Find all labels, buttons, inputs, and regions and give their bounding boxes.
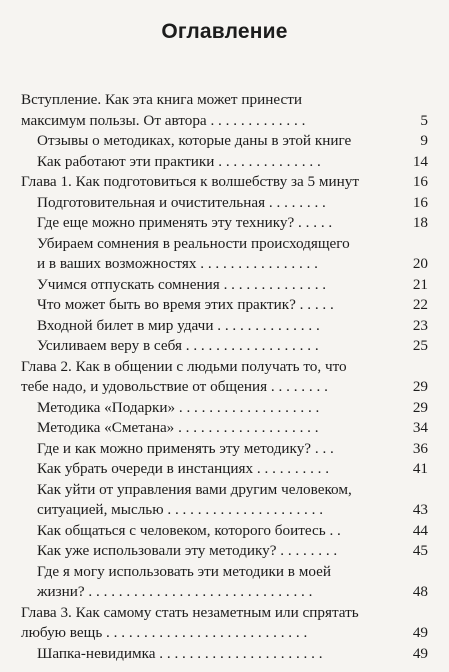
toc-entry-text: Методика «Подарки» . . . . . . . . . . . . . . . . . . . [37,398,320,416]
toc-entry-text: Глава 3. Как самому стать незаметным или спрятать [21,603,359,621]
toc-entry-text: максимум пользы. От автора . . . . . . . . . . . . . [21,111,306,129]
toc-page-number: 34 [412,419,428,436]
toc-entry-text: Усиливаем веру в себя . . . . . . . . . . . . . . . . . . [37,337,319,354]
toc-section-entry [0,521,449,542]
toc-entry-text: Входной билет в мир удачи . . . . . . . . . . . . . . [37,316,320,334]
toc-page-number: 29 [412,398,428,416]
toc-page-number: 43 [412,501,428,518]
toc-section-entry [0,131,449,152]
table-of-contents [0,90,449,664]
toc-entry-text: Шапка-невидимка . . . . . . . . . . . . . . . . . . . . . . [37,644,323,662]
toc-entry-text: Что может быть во время этих практик? . . . . . [37,296,334,313]
toc-page-number: 29 [412,378,428,395]
toc-entry-text: жизни? . . . . . . . . . . . . . . . . . . . . . . . . . . . . . . [37,583,313,600]
toc-entry-text: Методика «Сметана» . . . . . . . . . . . . . . . . . . . [37,419,319,436]
toc-entry-text: Подготовительная и очистительная . . . . . . . . [37,193,326,211]
toc-page-number: 5 [420,111,428,129]
toc-page-number: 22 [412,296,428,313]
toc-chapter-entry [0,603,449,644]
toc-entry-text: Глава 1. Как подготовиться к волшебству за 5 минут [21,173,359,190]
toc-page-number: 20 [412,255,428,272]
toc-entry-text: Отзывы о методиках, которые даны в этой книге [37,132,352,149]
toc-section-entry [0,459,449,480]
toc-page-number: 14 [412,152,428,170]
toc-entry-text: Как общаться с человеком, которого боитесь . . [37,521,341,539]
toc-page-number: 49 [412,624,428,641]
toc-section-entry [0,439,449,460]
toc-section-entry [0,213,449,234]
toc-entry-text: Учимся отпускать сомнения . . . . . . . . . . . . . . [37,275,327,293]
toc-entry-text: Глава 2. Как в общении с людьми получать то, что [21,357,347,375]
toc-page-number: 48 [412,583,428,600]
toc-section-entry [0,562,449,603]
toc-entry-text: тебе надо, и удовольствие от общения . . . . . . . . [21,378,328,395]
toc-section-entry [0,418,449,439]
toc-entry-text: Убираем сомнения в реальности происходящего [37,234,350,252]
toc-page-number: 23 [412,316,428,334]
toc-entry-text: ситуацией, мыслью . . . . . . . . . . . . . . . . . . . . . [37,501,324,518]
toc-entry-text: Как уйти от управления вами другим человеком, [37,480,352,498]
toc-section-entry [0,336,449,357]
toc-entry-text: Как убрать очереди в инстанциях . . . . . . . . . . [37,460,330,477]
toc-entry-text: Как работают эти практики . . . . . . . . . . . . . . [37,152,321,170]
toc-page-number: 44 [412,521,428,539]
toc-section-entry [0,398,449,419]
toc-chapter-entry [0,357,449,398]
toc-entry-text: и в ваших возможностях . . . . . . . . . . . . . . . . [37,255,318,272]
toc-entry-text: любую вещь . . . . . . . . . . . . . . . . . . . . . . . . . . . [21,624,308,641]
toc-section-entry [0,193,449,214]
toc-entry-text: Где еще можно применять эту технику? . . . . . [37,214,333,231]
toc-page-number: 18 [412,214,428,231]
toc-page-number: 21 [412,275,428,293]
toc-section-entry [0,234,449,275]
toc-section-entry [0,275,449,296]
toc-section-entry [0,480,449,521]
toc-section-entry [0,152,449,173]
toc-page-number: 49 [412,644,428,662]
toc-entry-text: Где я могу использовать эти методики в моей [37,562,331,580]
toc-section-entry [0,316,449,337]
toc-page-number: 41 [412,460,428,477]
toc-page-number: 16 [412,173,428,190]
toc-page-number: 36 [412,439,428,457]
toc-page-number: 9 [420,132,428,149]
toc-entry-text: Где и как можно применять эту методику? . . . [37,439,334,457]
toc-section-entry [0,644,449,665]
toc-entry-text: Как уже использовали эту методику? . . . . . . . . [37,542,338,559]
toc-section-entry [0,541,449,562]
toc-page-number: 45 [412,542,428,559]
toc-page-number: 16 [412,193,428,211]
page-title: Оглавление [161,20,288,43]
toc-chapter-entry [0,172,449,193]
toc-page-number: 25 [412,337,428,354]
toc-chapter-entry [0,90,449,131]
toc-entry-text: Вступление. Как эта книга может принести [21,91,302,108]
toc-section-entry [0,295,449,316]
